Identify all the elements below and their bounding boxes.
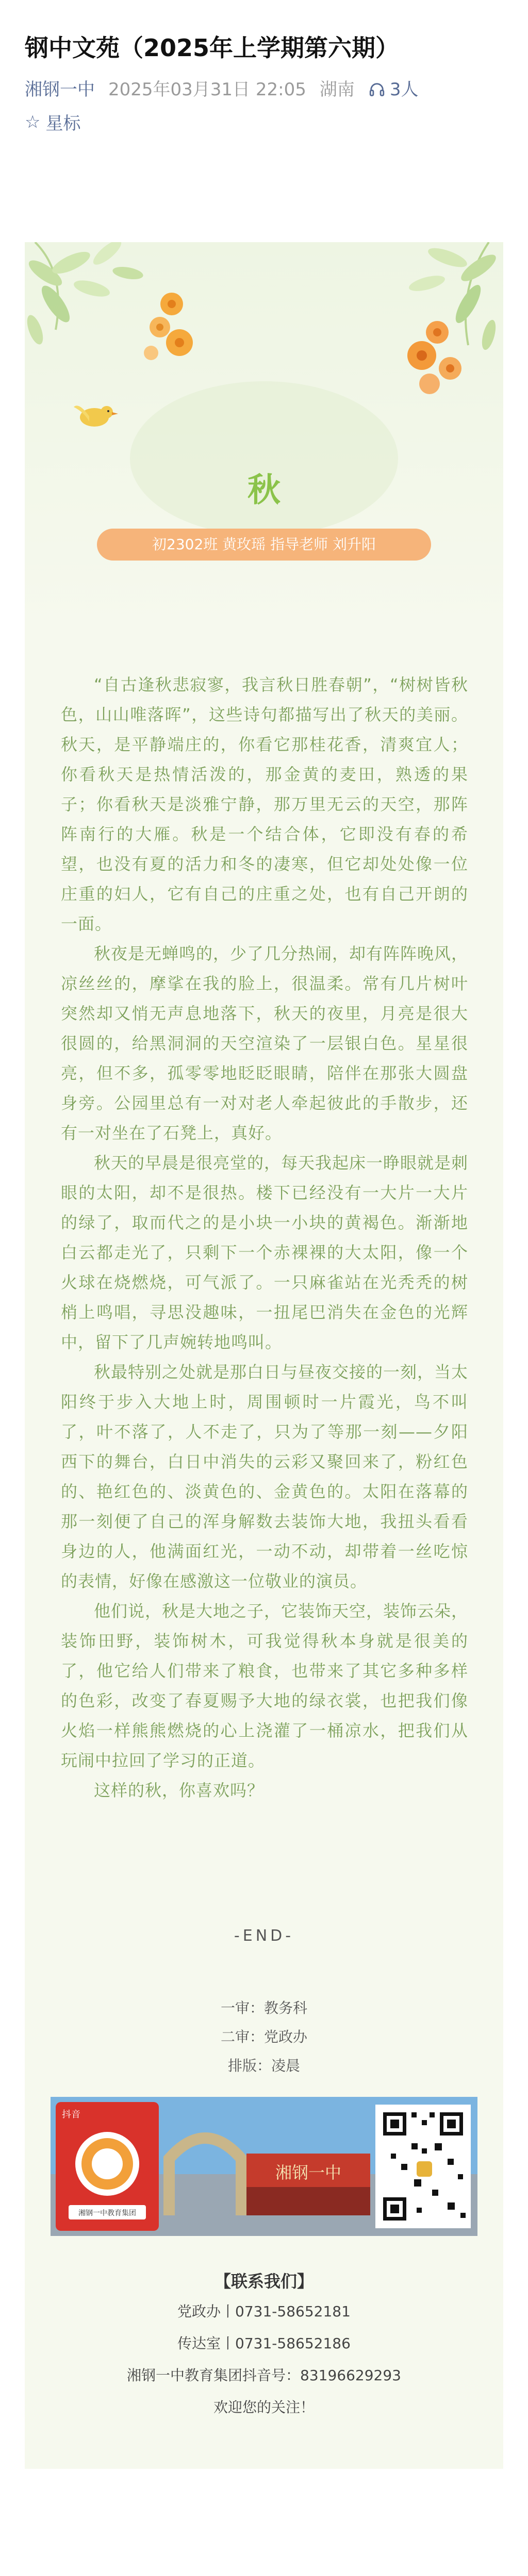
- contact-section: [25, 2267, 503, 2424]
- hero-illustration: [25, 242, 503, 634]
- article-header: [0, 0, 528, 134]
- star-button[interactable]: [25, 109, 503, 134]
- paragraph-2: 秋夜是无蝉鸣的，少了几分热闹，却有阵阵晚风，凉丝丝的，摩挲在我的脸上，很温柔。常有几片树叶突然却又悄无声息地落下，秋天的夜里，月亮是很大很圆的，给黑洞洞的天空渲染了一层银白色。星星很亮，但不多，孤零零地眨眨眼睛，陪伴在那张大圆盘身旁。公园里总有一对对老人牵起彼此的手散步，还有一对坐在了石凳上，真好。: [61, 944, 469, 1143]
- publish-time: 2025年03月31日 22:05: [108, 79, 306, 100]
- school-banner-image: [51, 2097, 477, 2236]
- article-meta: [25, 78, 503, 101]
- contact-douyin-id: 湘钢一中教育集团抖音号：83196629293: [127, 2367, 401, 2384]
- article-heading: 秋: [248, 471, 280, 510]
- school-gate-photo: [51, 2097, 477, 2236]
- article-body: [61, 670, 468, 1805]
- contact-office-phone: 党政办丨0731-58652181: [177, 2303, 351, 2320]
- publish-location: 湖南: [319, 79, 355, 100]
- headphone-icon: [368, 81, 386, 98]
- editorial-credits: [25, 1994, 503, 2080]
- autumn-decoration-image: [25, 242, 503, 634]
- author-banner: 初2302班 黄玫瑶 指导老师 刘升阳: [97, 529, 431, 561]
- douyin-app-label: 抖音: [62, 2109, 80, 2120]
- review-second: 二审：党政办: [220, 2028, 307, 2045]
- paragraph-5: 他们说，秋是大地之子，它装饰天空，装饰云朵，装饰田野，装饰树木，可我觉得秋本身就是很美的了，他它给人们带来了粮食，也带来了其它多种多样的色彩，改变了春夏赐予大地的绿衣裳，也把我们像火焰一样熊熊燃烧的心上浇灌了一桶凉水，把我们从玩闹中拉回了学习的正道。: [61, 1601, 469, 1770]
- star-label: 星标: [45, 113, 81, 134]
- paragraph-3: 秋天的早晨是很亮堂的，每天我起床一睁眼就是刺眼的太阳，却不是很热。楼下已经没有一大片一大片的绿了，取而代之的是小块一小块的黄褐色。渐渐地白云都走光了，只剩下一个赤裸裸的大太阳，像一个火球在烧燃烧，可气派了。一只麻雀站在光秃秃的树梢上鸣唱，寻思没趣味，一扭尾巴消失在金色的光辉中，留下了几声婉转地鸣叫。: [61, 1153, 469, 1352]
- account-name-link[interactable]: 湘钢一中: [25, 79, 95, 100]
- contact-reception-phone: 传达室丨0731-58652186: [177, 2335, 351, 2352]
- paragraph-1: “自古逢秋悲寂寥，我言秋日胜春朝”，“树树皆秋色，山山唯落晖”，这些诗句都描写出了秋天的美丽。秋天，是平静端庄的，你看它那桂花香，清爽宜人；你看秋天是热情活泼的，那金黄的麦田，熟透的果子；你看秋天是淡雅宁静，那万里无云的天空，那阵阵南行的大雁。秋是一个结合体，它即没有春的希望，也没有夏的活力和冬的凄寒，但它却处处像一位庄重的妇人，它有自己的庄重之处，也有自己开朗的一面。: [61, 675, 468, 934]
- article-title: 钢中文苑（2025年上学期第六期）: [25, 34, 400, 62]
- layout-credit: 排版：凌晨: [227, 2057, 300, 2074]
- gate-sign: 湘钢一中: [275, 2163, 342, 2182]
- listen-count: 3人: [389, 79, 419, 100]
- contact-welcome: 欢迎您的关注！: [213, 2399, 315, 2416]
- star-icon: ☆: [25, 111, 41, 132]
- douyin-card-caption: 湘钢一中教育集团: [78, 2209, 136, 2217]
- end-marker: -END-: [234, 1927, 294, 1945]
- paragraph-6: 这样的秋，你喜欢吗？: [94, 1781, 265, 1800]
- paragraph-4: 秋最特别之处就是那白日与昼夜交接的一刻，当太阳终于步入大地上时，周围顿时一片霞光，鸟不叫了，叶不落了，人不走了，只为了等那一刻——夕阳西下的舞台，白日中消失的云彩又聚回来了，粉红色的、艳红色的、淡黄色的、金黄色的。太阳在落幕的那一刻便了自己的浑身解数去装饰大地，我扭头看看身边的人，他满面红光，一动不动，却带着一丝吃惊的表情，好像在感激这一位敬业的演员。: [61, 1362, 469, 1591]
- article-content-panel: [25, 242, 503, 2469]
- listen-button[interactable]: [368, 78, 419, 101]
- review-first: 一审：教务科: [220, 1999, 307, 2016]
- contact-title: 【联系我们】: [214, 2272, 314, 2291]
